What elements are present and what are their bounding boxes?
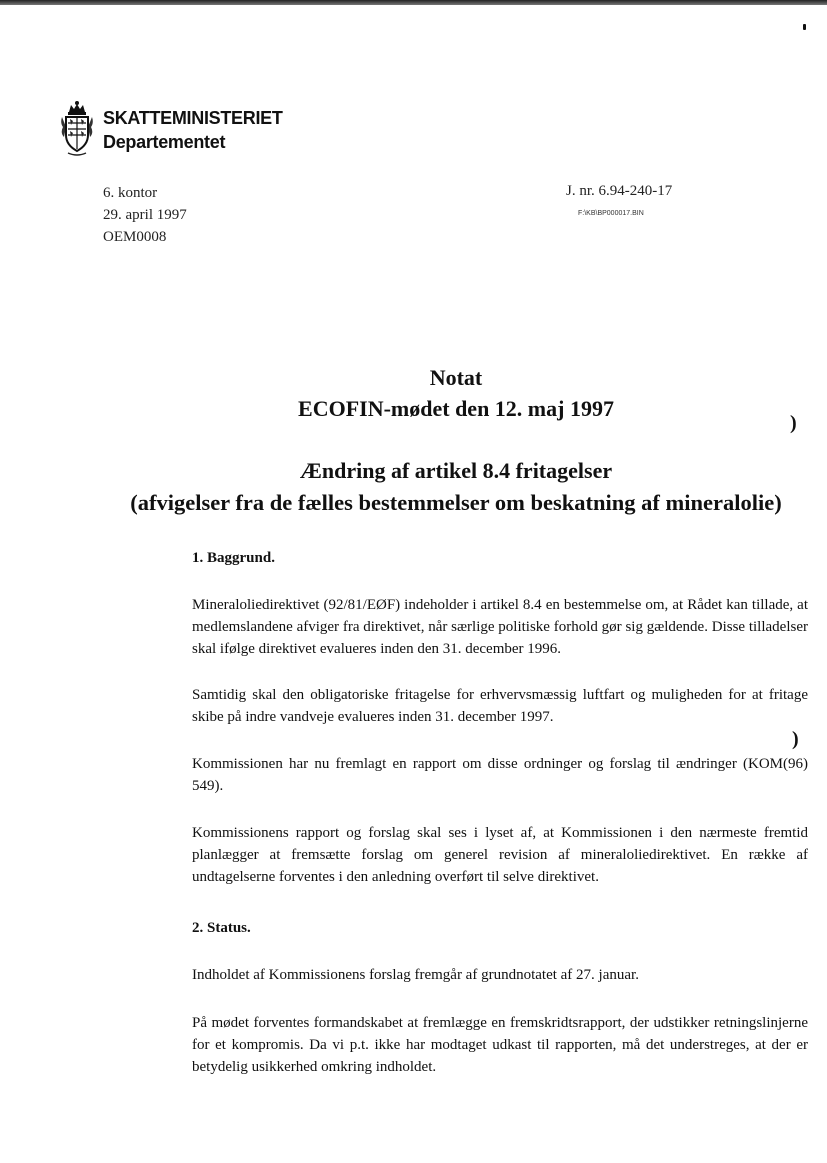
paragraph: Kommissionens rapport og forslag skal ses i lyset af, at Kommissionen i den nærmeste fremtid planlægger at fremsætte forslag om generel revision af mineraloliedirektivet. En række af undtagelserne forventes i den anledning overført til selve direktivet.: [192, 825, 808, 885]
section-heading-status: 2. Status.: [192, 920, 251, 936]
ministry-name: SKATTEMINISTERIET: [103, 108, 283, 128]
department-name: Departementet: [103, 132, 226, 152]
hole-punch-mark: ): [792, 728, 799, 750]
section-heading-background: 1. Baggrund.: [192, 550, 275, 566]
subject-title: Ændring af artikel 8.4 fritagelser: [299, 458, 613, 483]
scan-mark: [803, 24, 806, 30]
subject-subtitle: (afvigelser fra de fælles bestemmelser om beskatning af mineralolie): [130, 490, 782, 515]
paragraph: Indholdet af Kommissionens forslag fremgår af grundnotatet af 27. januar.: [192, 967, 639, 983]
meeting-title: ECOFIN-mødet den 12. maj 1997: [298, 396, 614, 421]
office-label: 6. kontor: [103, 185, 158, 201]
paragraph: Samtidig skal den obligatoriske fritagelse for erhvervsmæssig luftfart og muligheden for at fritage skibe på indre vandveje evalueres inden 31. december 1997.: [192, 687, 808, 725]
file-path: F:\KB\BP000017.BIN: [578, 210, 644, 217]
royal-crest-icon: [60, 99, 94, 157]
document-meta: [103, 182, 187, 248]
journal-number: J. nr. 6.94-240-17: [566, 183, 673, 199]
paragraph: Mineraloliedirektivet (92/81/EØF) indeholder i artikel 8.4 en bestemmelse om, at Rådet kan tillade, at medlemslandene afviger fra direktivet, når særlige politiske forhold gør sig gældende. Disse tilladelser skal ifølge direktivet evalueres inden den 31. december 1996.: [192, 597, 808, 657]
document-code: OEM0008: [103, 229, 167, 245]
paragraph: Kommissionen har nu fremlagt en rapport om disse ordninger og forslag til ændringer (KOM(96) 549).: [192, 756, 808, 794]
ministry-header: [103, 106, 283, 154]
notat-title: Notat: [429, 365, 483, 390]
paragraph: På mødet forventes formandskabet at fremlægge en fremskridtsrapport, der udstikker retningslinjerne for et kompromis. Da vi p.t. ikke har modtaget udkast til rapporten, må det understreges, at der er betydelig usikkerhed omkring indholdet.: [192, 1015, 808, 1075]
document-date: 29. april 1997: [103, 207, 187, 223]
scan-top-edge: [0, 0, 827, 5]
hole-punch-mark: ): [790, 412, 797, 434]
